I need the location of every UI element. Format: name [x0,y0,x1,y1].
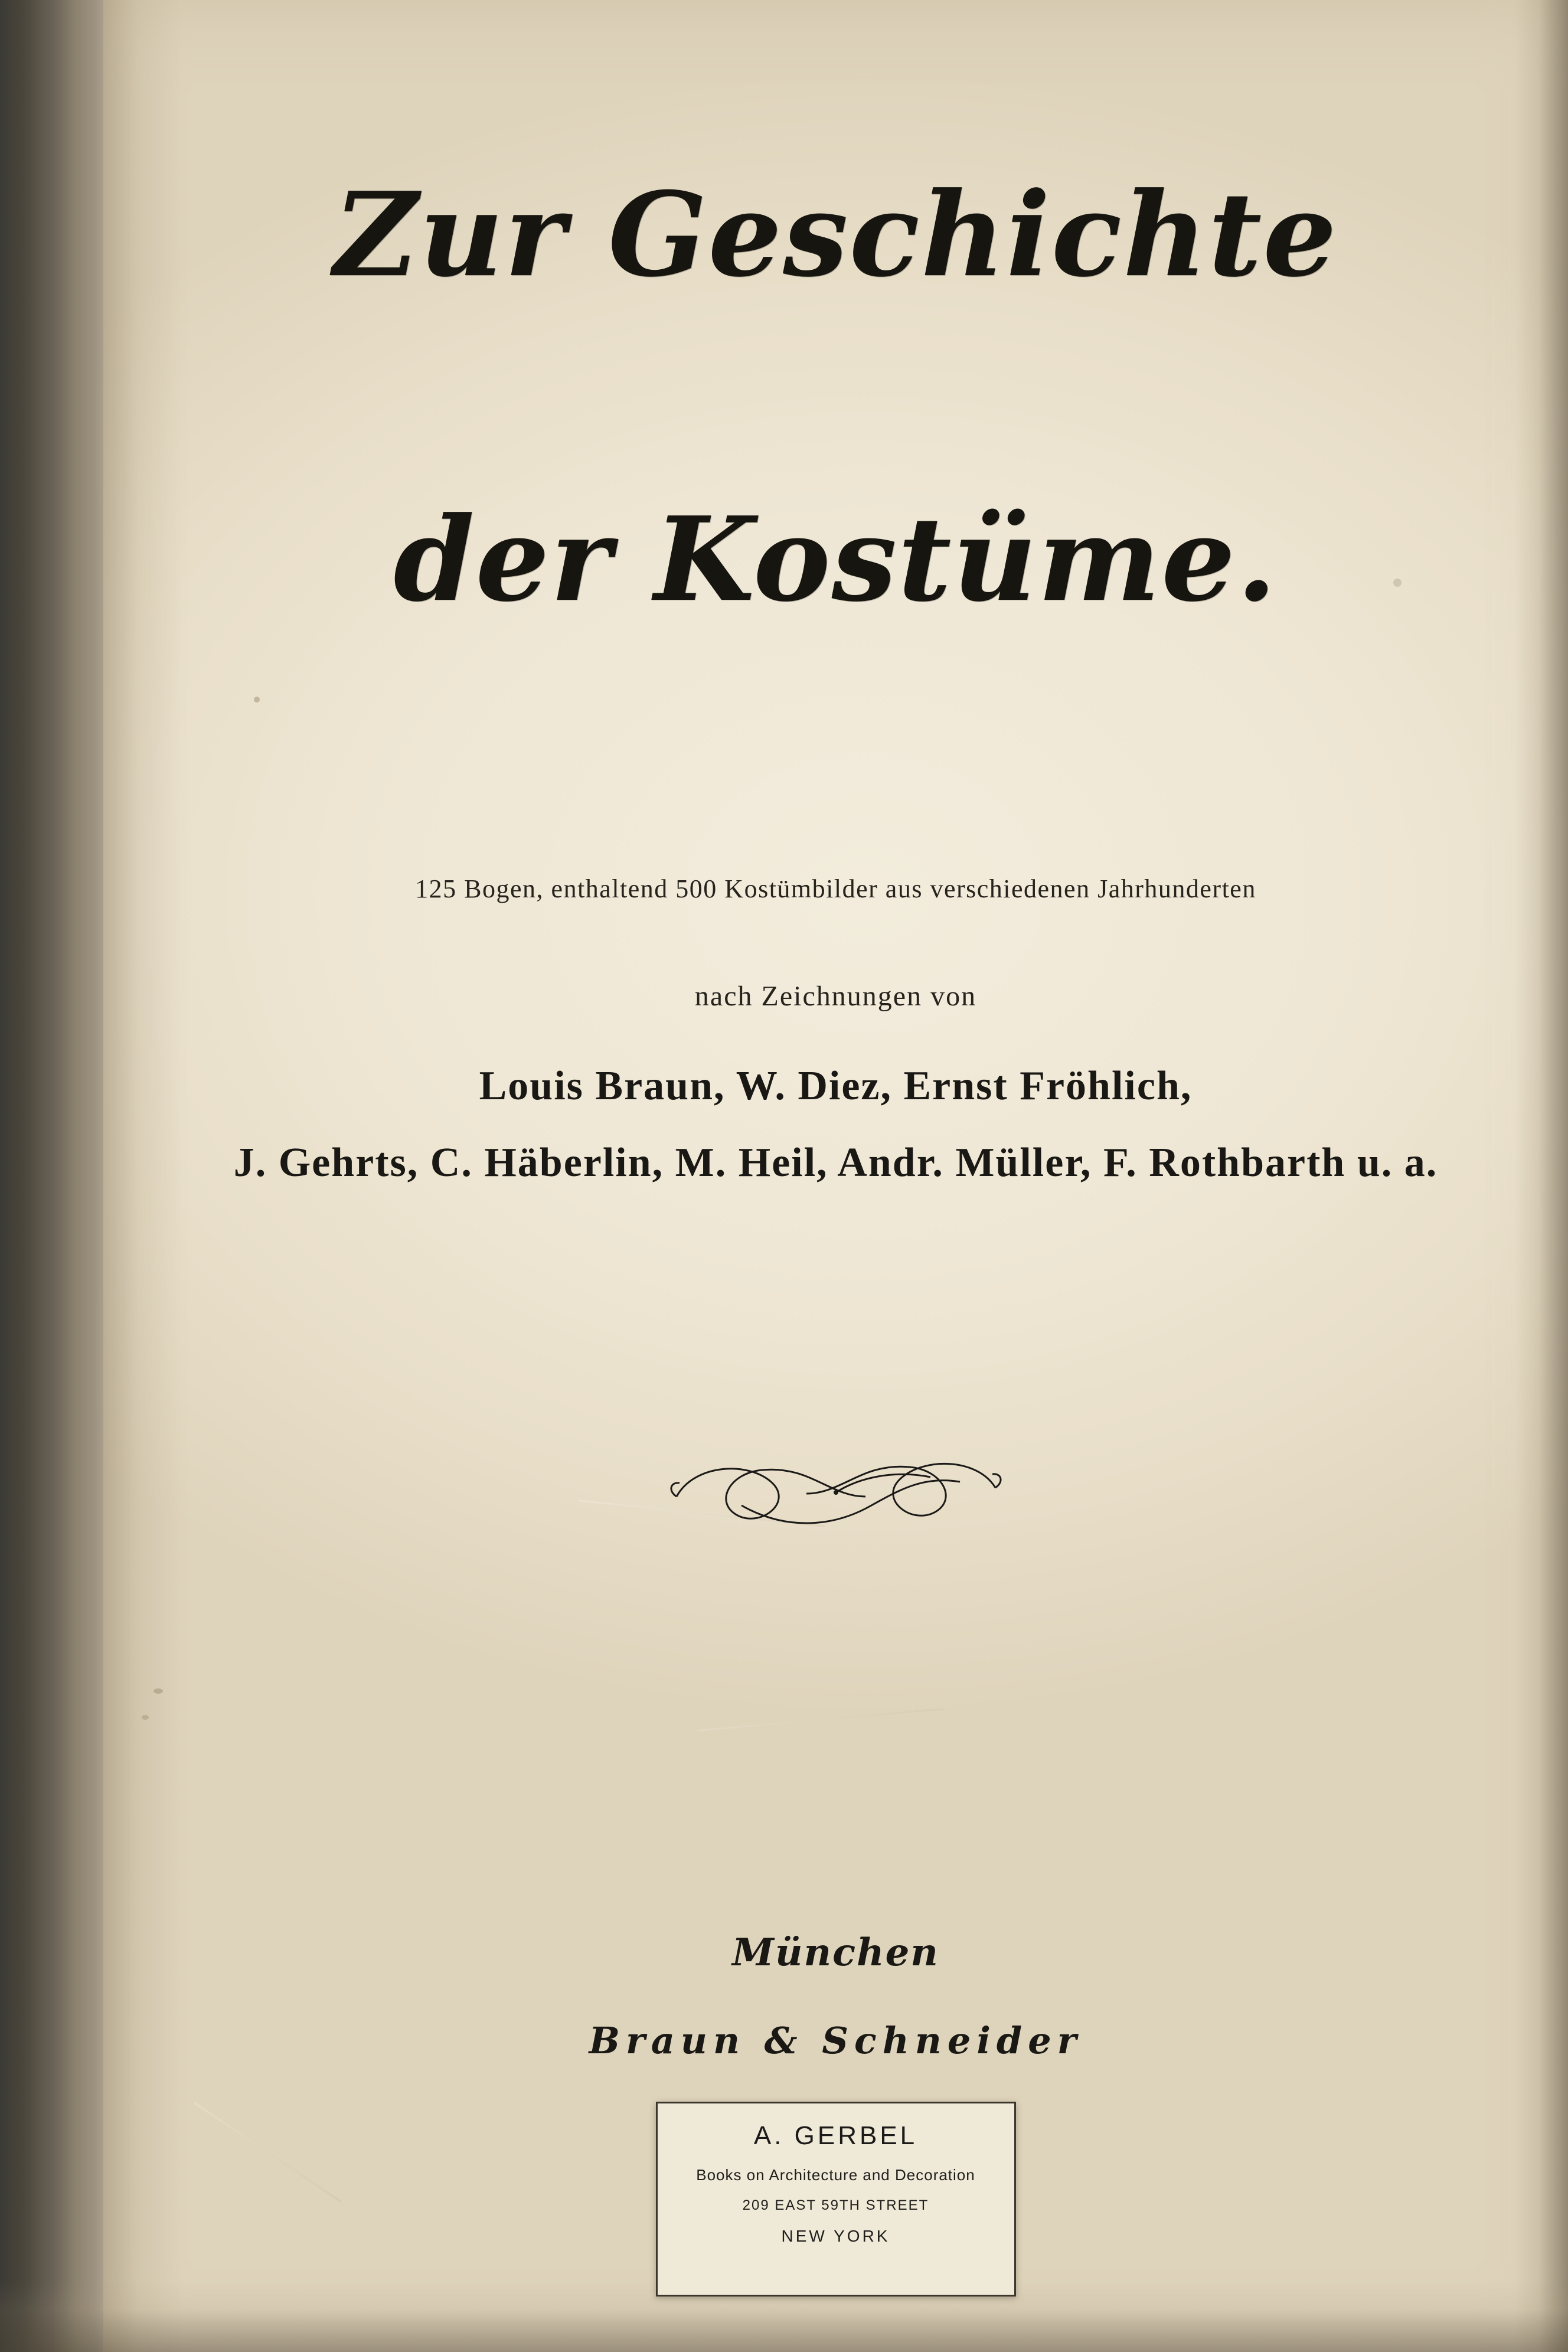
title-page-content [103,0,1568,2352]
byline-intro: nach Zeichnungen von [694,981,977,1012]
bookseller-label [656,2102,1016,2297]
bookseller-city: NEW YORK [781,2227,890,2245]
bookseller-name: A. GERBEL [753,2121,918,2150]
book-title-line-2: der Kostüme. [393,492,1278,628]
authors-line-2: J. Gehrts, C. Häberlin, M. Heil, Andr. Müller, F. Rothbarth u. a. [233,1140,1438,1185]
flourish-ornament-icon [103,1440,1568,1553]
book-subtitle: 125 Bogen, enthaltend 500 Kostümbilder aus verschiedenen Jahrhunderten [415,874,1256,903]
publisher-name: Braun & Schneider [589,2019,1083,2062]
bookseller-address: 209 EAST 59TH STREET [742,2197,929,2213]
bookseller-description: Books on Architecture and Decoration [696,2166,975,2184]
book-title-line-1: Zur Geschichte [334,167,1338,303]
authors-line-1: Louis Braun, W. Diez, Ernst Fröhlich, [479,1063,1193,1109]
publication-city: München [732,1930,939,1975]
